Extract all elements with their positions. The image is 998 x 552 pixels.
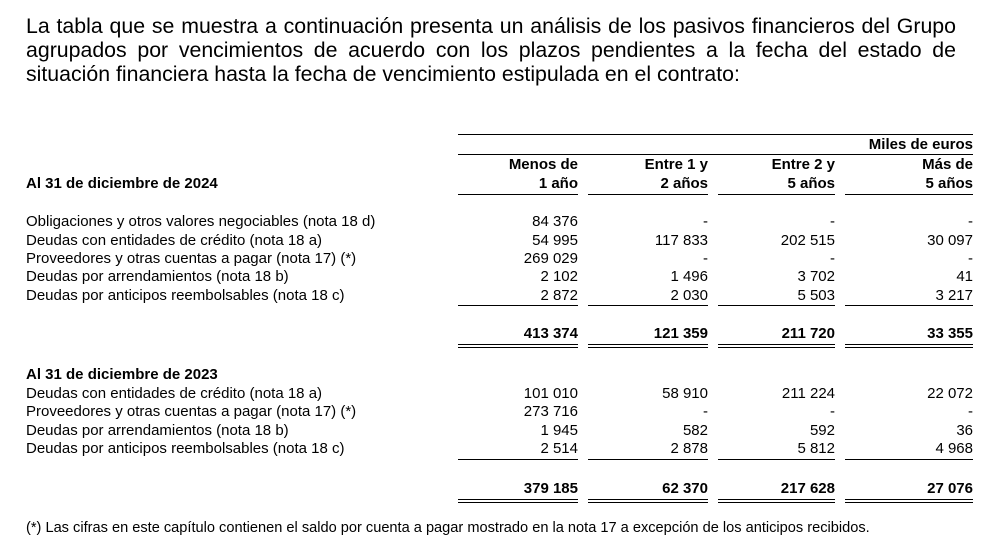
row-value: 36: [956, 422, 973, 439]
row-label: Deudas con entidades de crédito (nota 18 a): [26, 232, 323, 249]
unit-label: Miles de euros: [868, 136, 973, 153]
total-value: 379 185: [523, 480, 578, 497]
subtotal-rule: [845, 459, 973, 460]
total-value: 62 370: [662, 480, 708, 497]
row-value: 2 514: [540, 440, 578, 457]
total-double-rule: [458, 499, 578, 503]
row-value: 1 496: [670, 268, 708, 285]
row-value: 54 995: [532, 232, 578, 249]
row-value: -: [703, 213, 708, 230]
row-value: 5 503: [797, 287, 835, 304]
row-value: 211 224: [781, 385, 835, 402]
row-value: 101 010: [523, 385, 578, 402]
row-value: 269 029: [523, 250, 578, 267]
total-double-rule: [588, 344, 708, 348]
row-value: 582: [682, 422, 708, 439]
row-value: 117 833: [654, 232, 708, 249]
header-bottom-rule: [845, 194, 973, 195]
total-value: 217 628: [780, 480, 835, 497]
header-bottom-rule: [588, 194, 708, 195]
row-value: 2 878: [670, 440, 708, 457]
header-bottom-rule: [458, 194, 578, 195]
row-value: -: [830, 213, 835, 230]
row-value: 3 217: [935, 287, 973, 304]
row-value: 1 945: [540, 422, 578, 439]
total-double-rule: [458, 344, 578, 348]
subtotal-rule: [718, 459, 835, 460]
row-value: 202 515: [780, 232, 835, 249]
table-top-rule: [458, 134, 973, 135]
row-value: -: [968, 250, 973, 267]
row-value: -: [830, 250, 835, 267]
row-value: -: [968, 403, 973, 420]
row-value: -: [703, 403, 708, 420]
total-value: 121 359: [653, 325, 708, 342]
row-value: -: [830, 403, 835, 420]
row-value: 84 376: [532, 213, 578, 230]
row-label: Proveedores y otras cuentas a pagar (nota 17) (*): [26, 403, 357, 420]
section-title: Al 31 de diciembre de 2023: [26, 366, 218, 383]
row-value: 2 030: [670, 287, 708, 304]
total-double-rule: [588, 499, 708, 503]
row-value: 273 716: [523, 403, 578, 420]
total-double-rule: [845, 499, 973, 503]
row-value: 58 910: [662, 385, 708, 402]
total-double-rule: [718, 499, 835, 503]
subtotal-rule: [458, 305, 578, 306]
row-label: Deudas con entidades de crédito (nota 18 a): [26, 385, 323, 402]
row-value: 41: [956, 268, 973, 285]
column-header-line2: 2 años: [660, 175, 708, 192]
row-label: Deudas por anticipos reembolsables (nota 18 c): [26, 440, 345, 457]
row-label: Deudas por arrendamientos (nota 18 b): [26, 422, 289, 439]
subtotal-rule: [458, 459, 578, 460]
row-label: Deudas por arrendamientos (nota 18 b): [26, 268, 289, 285]
footnote: (*) Las cifras en este capítulo contienen el saldo por cuenta a pagar mostrado en la nota 17 a excepción de los anticipos recibidos.: [26, 520, 870, 536]
total-double-rule: [718, 344, 835, 348]
column-header-line2: 5 años: [787, 175, 835, 192]
row-value: 592: [809, 422, 835, 439]
row-label: Proveedores y otras cuentas a pagar (nota 17) (*): [26, 250, 357, 267]
row-value: -: [968, 213, 973, 230]
subtotal-rule: [588, 459, 708, 460]
subtotal-rule: [718, 305, 835, 306]
column-header-line2: 5 años: [925, 175, 973, 192]
header-bottom-rule: [718, 194, 835, 195]
row-value: 30 097: [927, 232, 973, 249]
total-double-rule: [845, 344, 973, 348]
unit-rule: [845, 154, 973, 155]
row-value: 4 968: [935, 440, 973, 457]
row-label: Obligaciones y otros valores negociables (nota 18 d): [26, 213, 376, 230]
row-value: 22 072: [927, 385, 973, 402]
row-value: 2 872: [540, 287, 578, 304]
row-value: 2 102: [540, 268, 578, 285]
column-header-line1: Menos de: [508, 156, 578, 173]
total-value: 33 355: [927, 325, 973, 342]
total-value: 413 374: [523, 325, 578, 342]
intro-paragraph: La tabla que se muestra a continuación presenta un análisis de los pasivos financieros del Grupo agrupados por vencimientos de acuerdo con los plazos pendientes a la fecha del estado de situación financiera hasta la fecha de vencimiento estipulada en el contrato:: [26, 14, 956, 86]
row-value: 3 702: [797, 268, 835, 285]
subtotal-rule: [588, 305, 708, 306]
row-label: Deudas por anticipos reembolsables (nota 18 c): [26, 287, 345, 304]
column-header-rule: [458, 154, 845, 155]
column-header-line1: Más de: [922, 156, 973, 173]
section-title: Al 31 de diciembre de 2024: [26, 175, 218, 192]
row-value: -: [703, 250, 708, 267]
column-header-line2: 1 año: [538, 175, 578, 192]
row-value: 5 812: [797, 440, 835, 457]
total-value: 211 720: [781, 325, 835, 342]
column-header-line1: Entre 1 y: [644, 156, 708, 173]
subtotal-rule: [845, 305, 973, 306]
column-header-line1: Entre 2 y: [771, 156, 835, 173]
total-value: 27 076: [927, 480, 973, 497]
